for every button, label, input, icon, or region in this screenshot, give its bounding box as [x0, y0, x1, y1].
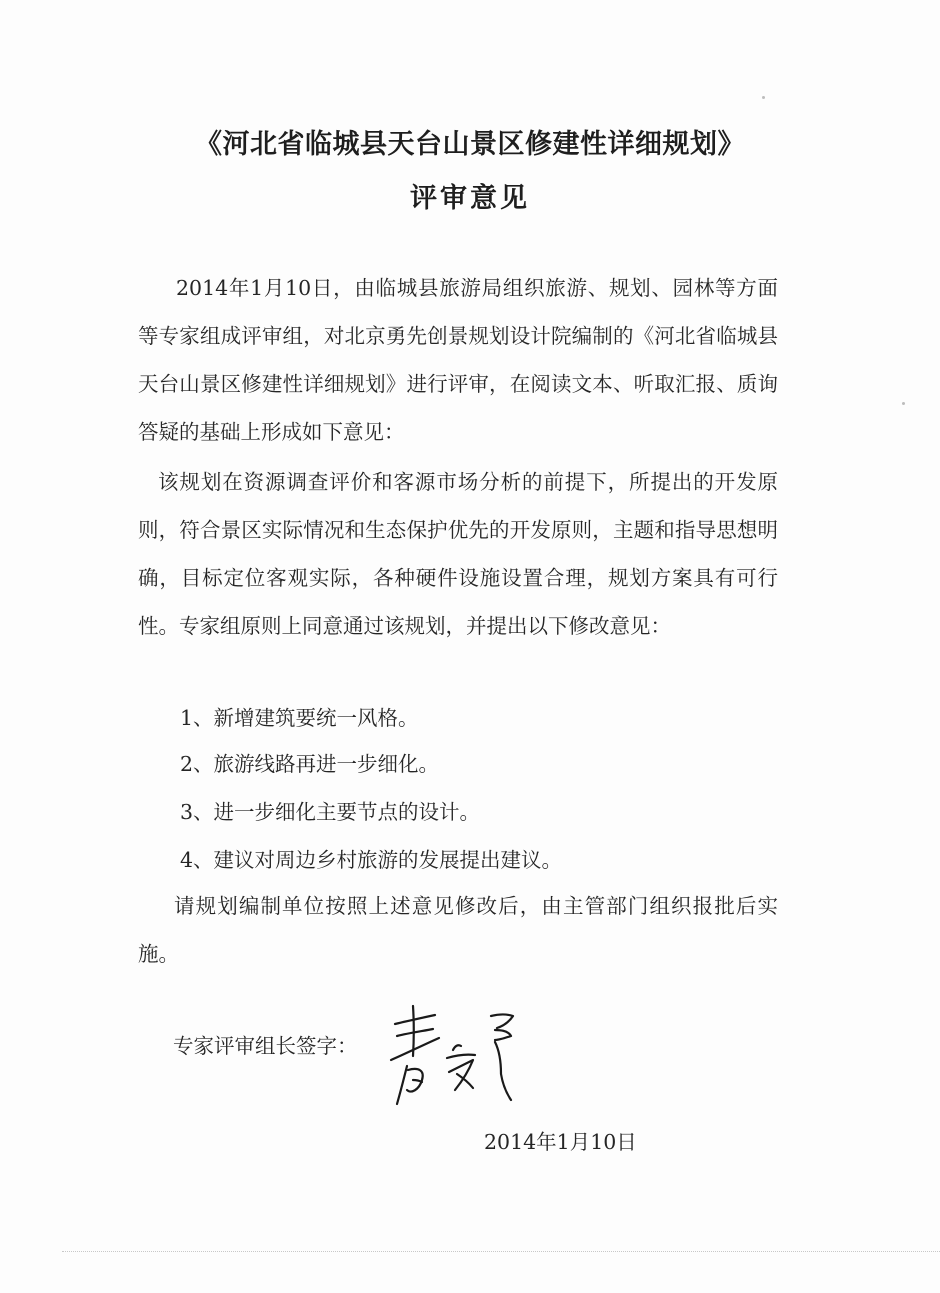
- document-title: 《河北省临城县天台山景区修建性详细规划》: [195, 129, 745, 160]
- scan-speck: [902, 402, 905, 405]
- intro-paragraph: 2014年1月10日，由临城县旅游局组织旅游、规划、园林等方面等专家组成评审组，对北京勇先创景规划设计院编制的《河北省临城县天台山景区修建性详细规划》进行评审，在阅读文本、听取汇报、质询答疑的基础上形成如下意见：: [138, 276, 778, 444]
- assessment-paragraph: 该规划在资源调查评价和客源市场分析的前提下，所提出的开发原则，符合景区实际情况和生态保护优先的开发原则，主题和指导思想明确，目标定位客观实际，各种硬件设施设置合理，规划方案具有可行性。专家组原则上同意通过该规划，并提出以下修改意见：: [138, 470, 778, 638]
- scan-speck: [762, 96, 765, 99]
- opinion-item-1: 1、新增建筑要统一风格。: [180, 706, 419, 730]
- opinion-item-2: 2、旅游线路再进一步细化。: [180, 752, 440, 776]
- opinion-item-3: 3、进一步细化主要节点的设计。: [180, 800, 481, 824]
- opinion-item-4: 4、建议对周边乡村旅游的发展提出建议。: [180, 848, 563, 872]
- handwritten-signature: [383, 1000, 533, 1110]
- scan-edge-line: [62, 1251, 940, 1252]
- document-date: 2014年1月10日: [484, 1130, 637, 1154]
- closing-paragraph: 请规划编制单位按照上述意见修改后，由主管部门组织报批后实施。: [138, 894, 778, 966]
- signature-label: 专家评审组长签字：: [173, 1034, 358, 1058]
- document-subtitle: 评审意见: [410, 183, 530, 214]
